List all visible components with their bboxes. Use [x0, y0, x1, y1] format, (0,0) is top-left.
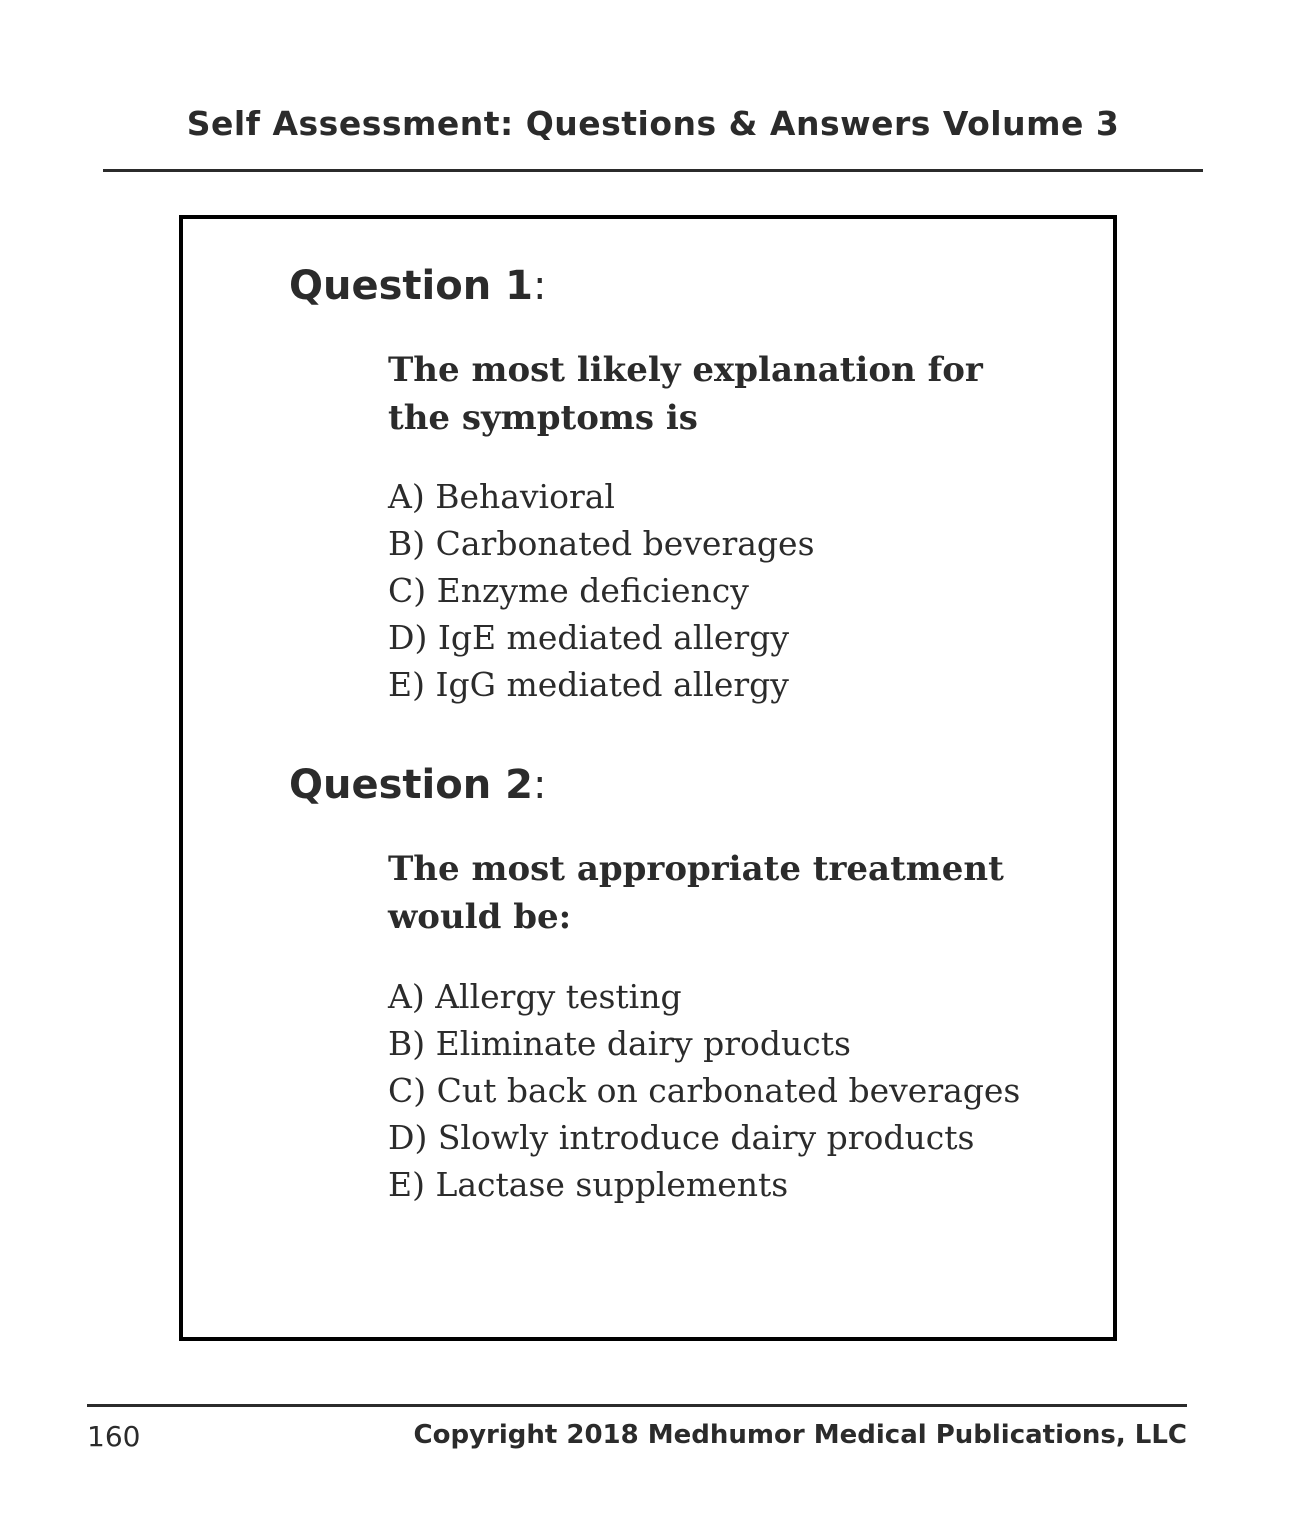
question-2-prompt: The most appropriate treatment would be: [388, 849, 1004, 937]
question-1-label: Question 1 [289, 263, 533, 309]
question-1-option-a[interactable]: A) Behavioral [388, 477, 615, 516]
question-1-colon: : [532, 263, 547, 309]
question-2-heading [289, 762, 546, 808]
footer-divider [87, 1404, 1187, 1407]
page-number: 160 [87, 1420, 141, 1453]
question-1-option-c[interactable]: C) Enzyme deficiency [388, 571, 749, 610]
question-1-options [388, 473, 815, 708]
running-header-title: Self Assessment: Questions & Answers Volume 3 [186, 104, 1120, 143]
question-1-option-e[interactable]: E) IgG mediated allergy [388, 665, 789, 704]
question-1-option-b[interactable]: B) Carbonated beverages [388, 524, 815, 563]
question-2-label: Question 2 [289, 762, 533, 808]
question-1-heading [289, 263, 546, 309]
question-2-option-d[interactable]: D) Slowly introduce dairy products [388, 1118, 975, 1157]
copyright-notice: Copyright 2018 Medhumor Medical Publications, LLC [413, 1420, 1187, 1450]
question-2-option-e[interactable]: E) Lactase supplements [388, 1165, 789, 1204]
question-2-option-b[interactable]: B) Eliminate dairy products [388, 1024, 851, 1063]
question-2-colon: : [532, 762, 547, 808]
header-divider [103, 169, 1203, 172]
question-2-option-c[interactable]: C) Cut back on carbonated beverages [388, 1071, 1021, 1110]
question-2-options [388, 973, 1020, 1208]
question-1-prompt: The most likely explanation for the symptoms is [388, 350, 983, 438]
question-2-option-a[interactable]: A) Allergy testing [388, 977, 682, 1016]
question-box [179, 215, 1117, 1341]
question-1-option-d[interactable]: D) IgE mediated allergy [388, 618, 789, 657]
